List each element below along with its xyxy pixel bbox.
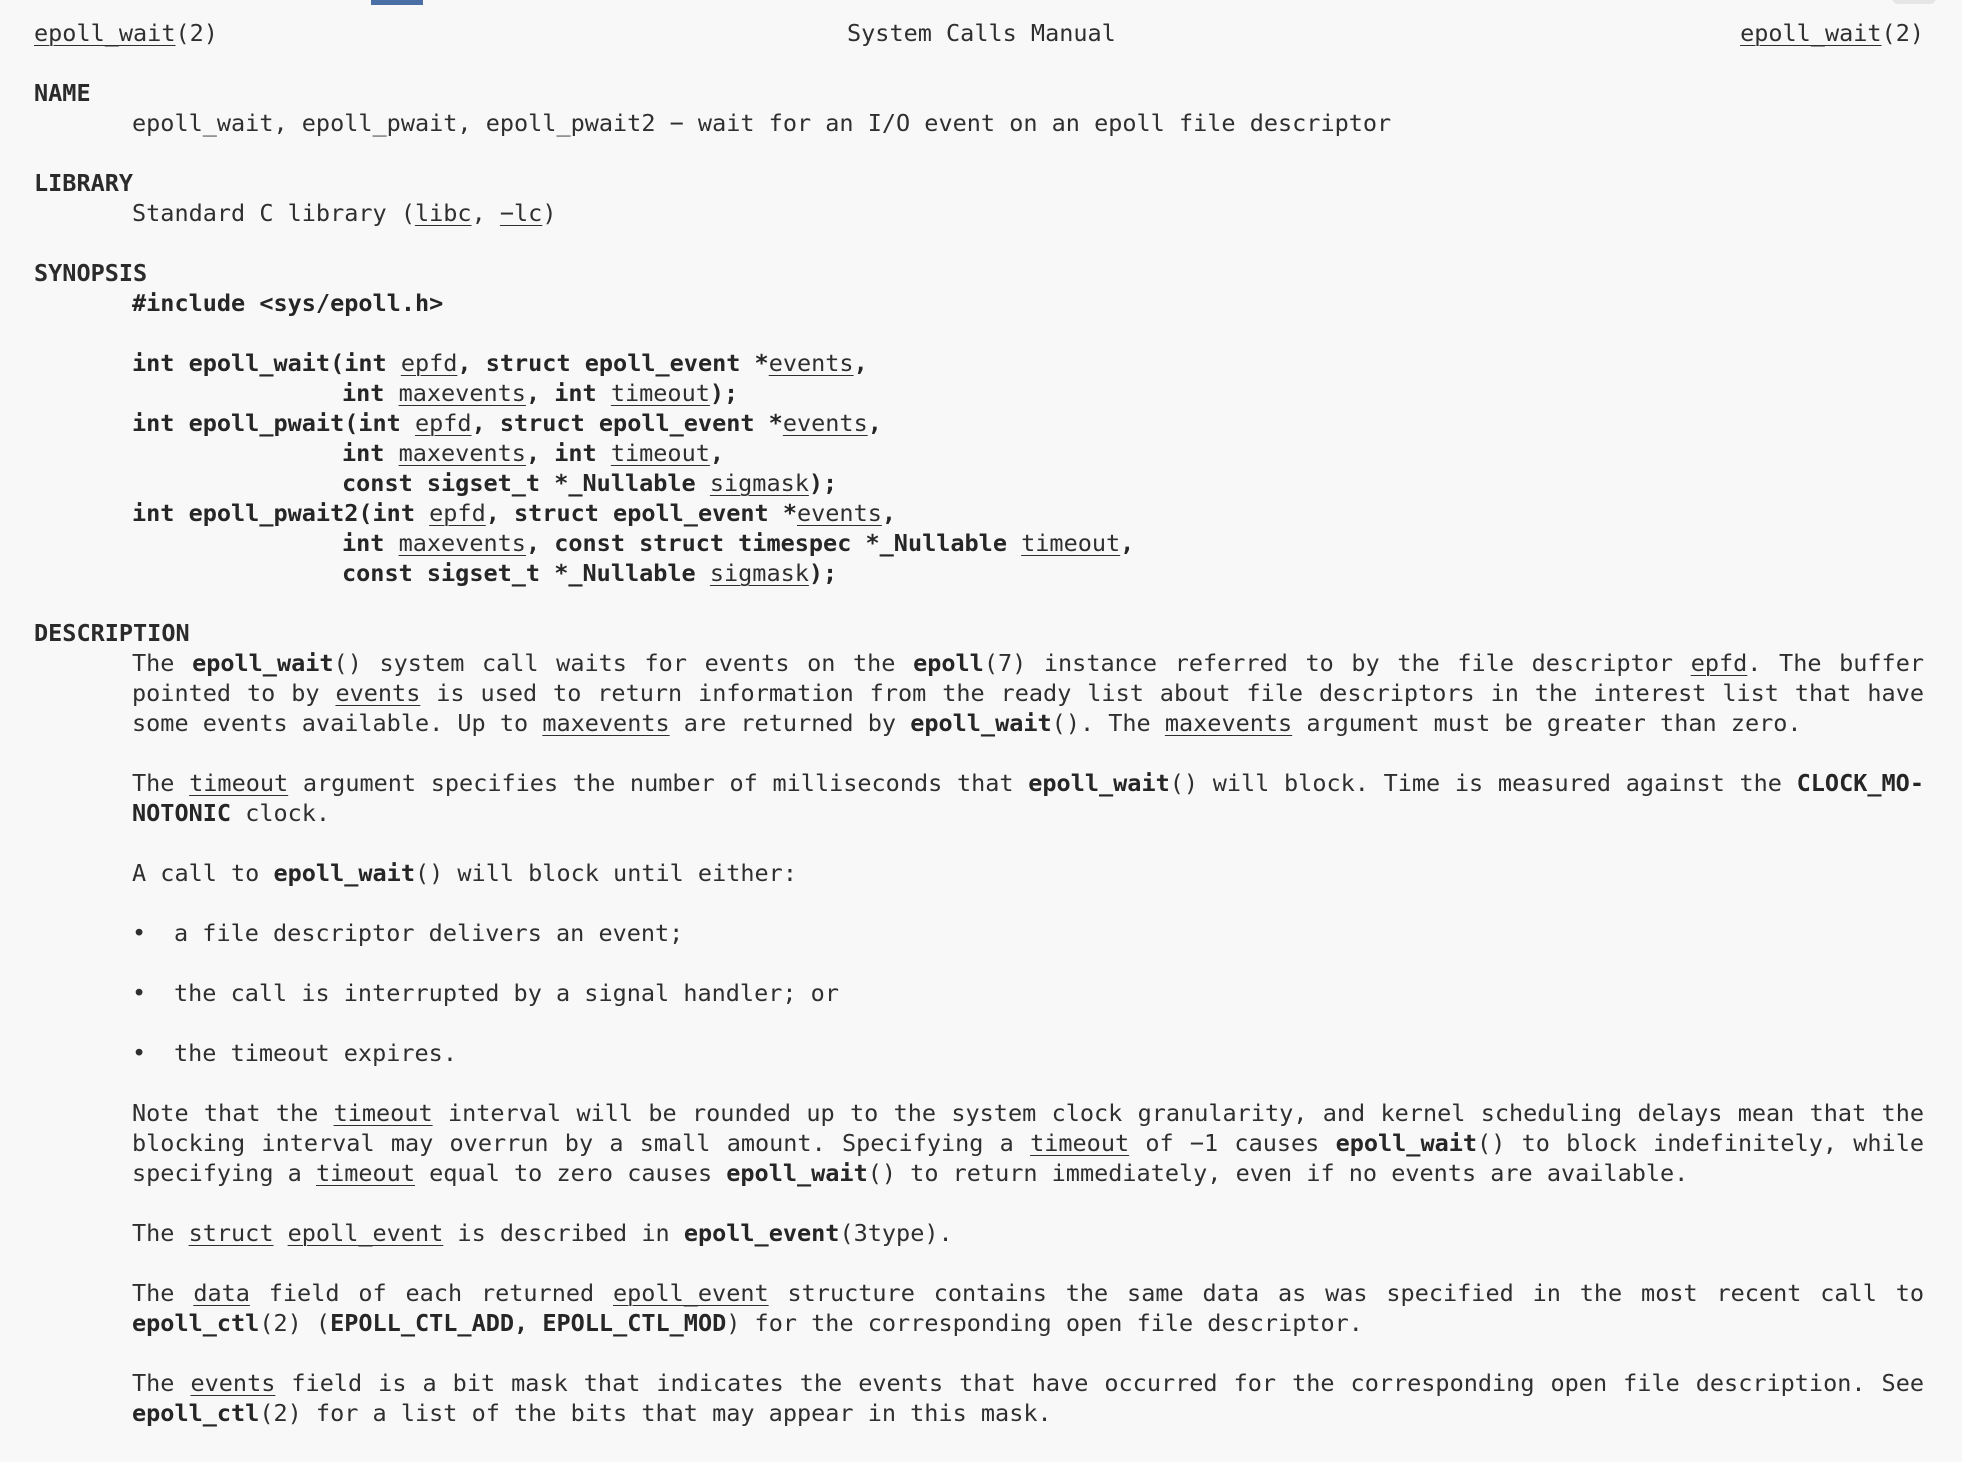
desc-p3: [34, 858, 1924, 888]
t: A call to: [132, 859, 274, 887]
t: The: [132, 1219, 189, 1247]
header-right-name: epoll_wait: [1740, 19, 1882, 47]
list-item-text: the timeout expires.: [174, 1039, 457, 1067]
lc-link[interactable]: −lc: [499, 199, 543, 227]
t: . The buffer: [1747, 649, 1924, 677]
synopsis-epoll-wait-line2: [34, 378, 1924, 408]
t: The: [132, 769, 190, 797]
list-item: [34, 918, 1924, 948]
list-item-text: a file descriptor delivers an event;: [174, 919, 684, 947]
param-epfd: epfd: [429, 499, 486, 527]
top-accent-bar: [371, 0, 423, 5]
header-left: [34, 18, 218, 48]
param-timeout: timeout: [1021, 529, 1121, 557]
syn-comma: ,: [1120, 529, 1135, 557]
library-text: [34, 198, 1924, 228]
t: field of each returned: [249, 1279, 614, 1307]
t: argument must be greater than zero.: [1292, 709, 1802, 737]
param-maxevents: maxevents: [542, 709, 670, 737]
syn-w1b: , struct epoll_event *: [471, 409, 783, 437]
header-left-section: (2): [175, 19, 218, 47]
synopsis-epoll-pwait-line2: [34, 438, 1924, 468]
syn-close: );: [808, 469, 838, 497]
desc-p7-l1: [34, 1368, 1924, 1398]
desc-p7-l2: [34, 1398, 1924, 1428]
list-item-text: the call is interrupted by a signal handler; or: [174, 979, 839, 1007]
fn-epoll-wait: epoll_wait: [910, 709, 1052, 737]
t: are returned by: [669, 709, 911, 737]
t: blocking interval may overrun by a small amount. Specifying a: [132, 1129, 1031, 1157]
bullet-icon: •: [132, 919, 147, 947]
t: () will block until either:: [414, 859, 797, 887]
fn-epoll-wait: epoll_wait: [192, 649, 334, 677]
name-text: epoll_wait, epoll_pwait, epoll_pwait2 − wait for an I/O event on an epoll file descriptor: [132, 109, 1392, 137]
t: (3type).: [839, 1219, 953, 1247]
t: () to block indefinitely, while: [1477, 1129, 1924, 1157]
epoll-link[interactable]: [913, 649, 984, 677]
t: (2) for a list of the bits that may appear in this mask.: [259, 1399, 1052, 1427]
t: (7) instance referred to by the file descriptor: [983, 649, 1691, 677]
desc-p1-l2: [34, 678, 1924, 708]
param-maxevents: maxevents: [398, 379, 526, 407]
desc-p4-l2: [34, 1128, 1924, 1158]
syn-w1b: , struct epoll_event *: [457, 349, 769, 377]
libc-link[interactable]: libc: [414, 199, 472, 227]
param-timeout: timeout: [610, 379, 710, 407]
const-epoll-ctl-mod: EPOLL_CTL_MOD: [542, 1309, 727, 1337]
syn-int: int: [342, 379, 399, 407]
t: ,: [514, 1309, 543, 1337]
syn-int: int: [342, 529, 399, 557]
header-left-name: epoll_wait: [34, 19, 176, 47]
syn-const-sig: const sigset_t *_Nullable: [342, 559, 710, 587]
t: () will block. Time is measured against the: [1169, 769, 1797, 797]
t: some events available. Up to: [132, 709, 543, 737]
syn-comma: ,: [853, 349, 868, 377]
epoll-event-link[interactable]: [684, 1219, 840, 1247]
fn-epoll-wait: epoll_wait: [726, 1159, 868, 1187]
desc-p4-l2-text: [132, 1128, 1924, 1158]
library-suffix: ): [542, 199, 557, 227]
param-epfd: epfd: [400, 349, 458, 377]
library-prefix: Standard C library (: [132, 199, 415, 227]
param-events: events: [796, 499, 882, 527]
t: argument specifies the number of milliseconds that: [288, 769, 1029, 797]
t: is used to return information from the ready list about file descriptors in the interest list that have: [420, 679, 1924, 707]
t: () to return immediately, even if no events are available.: [867, 1159, 1689, 1187]
param-sigmask: sigmask: [709, 559, 809, 587]
corner-handle: [1892, 0, 1936, 4]
epoll-ctl-link[interactable]: [132, 1309, 259, 1337]
desc-p2-l2: [34, 798, 1924, 828]
t: equal to zero causes: [414, 1159, 727, 1187]
desc-p5: [34, 1218, 1924, 1248]
synopsis-epoll-pwait2-line2: [34, 528, 1924, 558]
desc-p4-l3: [34, 1158, 1924, 1188]
syn-close: );: [808, 559, 838, 587]
t: clock.: [231, 799, 331, 827]
kw-struct: struct: [188, 1219, 274, 1247]
t: field is a bit mask that indicates the events that have occurred for the corresponding open file description. See: [275, 1369, 1924, 1397]
syn-close: );: [709, 379, 739, 407]
type-epoll-event: epoll_event: [287, 1219, 444, 1247]
desc-p1-l2-text: [132, 678, 1924, 708]
param-timeout: timeout: [189, 769, 289, 797]
syn-const-sig: const sigset_t *_Nullable: [342, 469, 710, 497]
desc-p4-l1: [34, 1098, 1924, 1128]
syn-int: int: [342, 439, 399, 467]
synopsis-epoll-pwait2-line3: [34, 558, 1924, 588]
t: The: [132, 1279, 194, 1307]
clock-monotonic: CLOCK_MO‐: [1796, 769, 1924, 797]
t: interval will be rounded up to the system clock granularity, and kernel scheduling delays mean that the: [432, 1099, 1924, 1127]
t: is described in: [443, 1219, 684, 1247]
desc-p7-l1-text: [132, 1368, 1924, 1398]
param-maxevents: maxevents: [398, 439, 526, 467]
t: specifying a: [132, 1159, 316, 1187]
fn-epoll-wait: epoll_wait: [1335, 1129, 1478, 1157]
header-title: System Calls Manual: [847, 19, 1116, 47]
section-synopsis-title: SYNOPSIS: [34, 259, 148, 287]
t: Note that the: [132, 1099, 334, 1127]
fn-epoll-wait: epoll_wait: [273, 859, 415, 887]
list-item: [34, 1038, 1924, 1068]
synopsis-include: [34, 288, 1924, 318]
param-events: events: [782, 409, 868, 437]
clock-monotonic: NOTONIC: [132, 799, 232, 827]
t: structure contains the same data as was specified in the most recent call to: [768, 1279, 1924, 1307]
section-name-title: NAME: [34, 79, 91, 107]
syn-const-ts: , const struct timespec *_Nullable: [525, 529, 1022, 557]
param-timeout: timeout: [333, 1099, 433, 1127]
desc-p1-l1-text: [132, 648, 1924, 678]
desc-p6-l1-text: [132, 1278, 1924, 1308]
param-epfd: epfd: [1690, 649, 1748, 677]
desc-p2-l1-text: [132, 768, 1924, 798]
synopsis-epoll-pwait-line3: [34, 468, 1924, 498]
man-page: [34, 18, 1924, 1428]
t: The: [132, 1369, 191, 1397]
t: [273, 1219, 287, 1247]
t: of −1 causes: [1129, 1129, 1336, 1157]
include-directive: #include <sys/epoll.h>: [132, 289, 444, 317]
syn-comma: ,: [881, 499, 897, 527]
synopsis-epoll-pwait-line1: [34, 408, 1924, 438]
desc-p6-l2: [34, 1308, 1924, 1338]
epoll-ctl-ref: epoll_ctl: [132, 1399, 260, 1427]
desc-p2-l1: [34, 768, 1924, 798]
t: pointed to by: [132, 679, 336, 707]
syn-p1: int epoll_pwait(int: [132, 409, 415, 437]
t: (2) (: [259, 1309, 331, 1337]
desc-p6-l1: [34, 1278, 1924, 1308]
library-sep: ,: [471, 199, 500, 227]
syn-w1b: , struct epoll_event *: [485, 499, 797, 527]
bullet-icon: •: [132, 1039, 147, 1067]
t: The: [132, 649, 193, 677]
header-right: [1740, 18, 1924, 48]
type-epoll-event: epoll_event: [613, 1279, 769, 1307]
param-timeout: timeout: [610, 439, 710, 467]
section-library-title: LIBRARY: [34, 169, 134, 197]
param-maxevents: maxevents: [398, 529, 526, 557]
param-maxevents: maxevents: [1164, 709, 1293, 737]
syn-w1: int epoll_wait(int: [132, 349, 401, 377]
epoll-ctl-ref: epoll_ctl: [132, 1309, 260, 1337]
man-header: [34, 18, 1924, 48]
syn-p2: int epoll_pwait2(int: [132, 499, 430, 527]
synopsis-epoll-wait-line1: [34, 348, 1924, 378]
list-item: [34, 978, 1924, 1008]
param-events: events: [335, 679, 421, 707]
t: ) for the corresponding open file descriptor.: [726, 1309, 1363, 1337]
const-epoll-ctl-add: EPOLL_CTL_ADD: [330, 1309, 515, 1337]
desc-p4-l1-text: [132, 1098, 1924, 1128]
param-epfd: epfd: [414, 409, 472, 437]
header-right-section: (2): [1881, 19, 1924, 47]
epoll-ref: epoll: [913, 649, 984, 677]
section-description-title: DESCRIPTION: [34, 619, 190, 647]
t: (). The: [1051, 709, 1165, 737]
field-events: events: [190, 1369, 276, 1397]
desc-p1-l3: [34, 708, 1924, 738]
param-timeout: timeout: [1030, 1129, 1130, 1157]
epoll-event-ref: epoll_event: [683, 1219, 840, 1247]
syn-comma: ,: [709, 439, 725, 467]
syn-comma: ,: [867, 409, 882, 437]
field-data: data: [193, 1279, 250, 1307]
bullet-icon: •: [132, 979, 147, 1007]
fn-epoll-wait: epoll_wait: [1028, 769, 1170, 797]
param-sigmask: sigmask: [709, 469, 809, 497]
param-events: events: [768, 349, 854, 377]
param-timeout: timeout: [315, 1159, 415, 1187]
syn-comma-int: , int: [525, 379, 611, 407]
desc-p1-l1: [34, 648, 1924, 678]
epoll-ctl-link[interactable]: [132, 1399, 259, 1427]
synopsis-epoll-pwait2-line1: [34, 498, 1924, 528]
t: () system call waits for events on the: [333, 649, 914, 677]
syn-comma-int: , int: [525, 439, 611, 467]
